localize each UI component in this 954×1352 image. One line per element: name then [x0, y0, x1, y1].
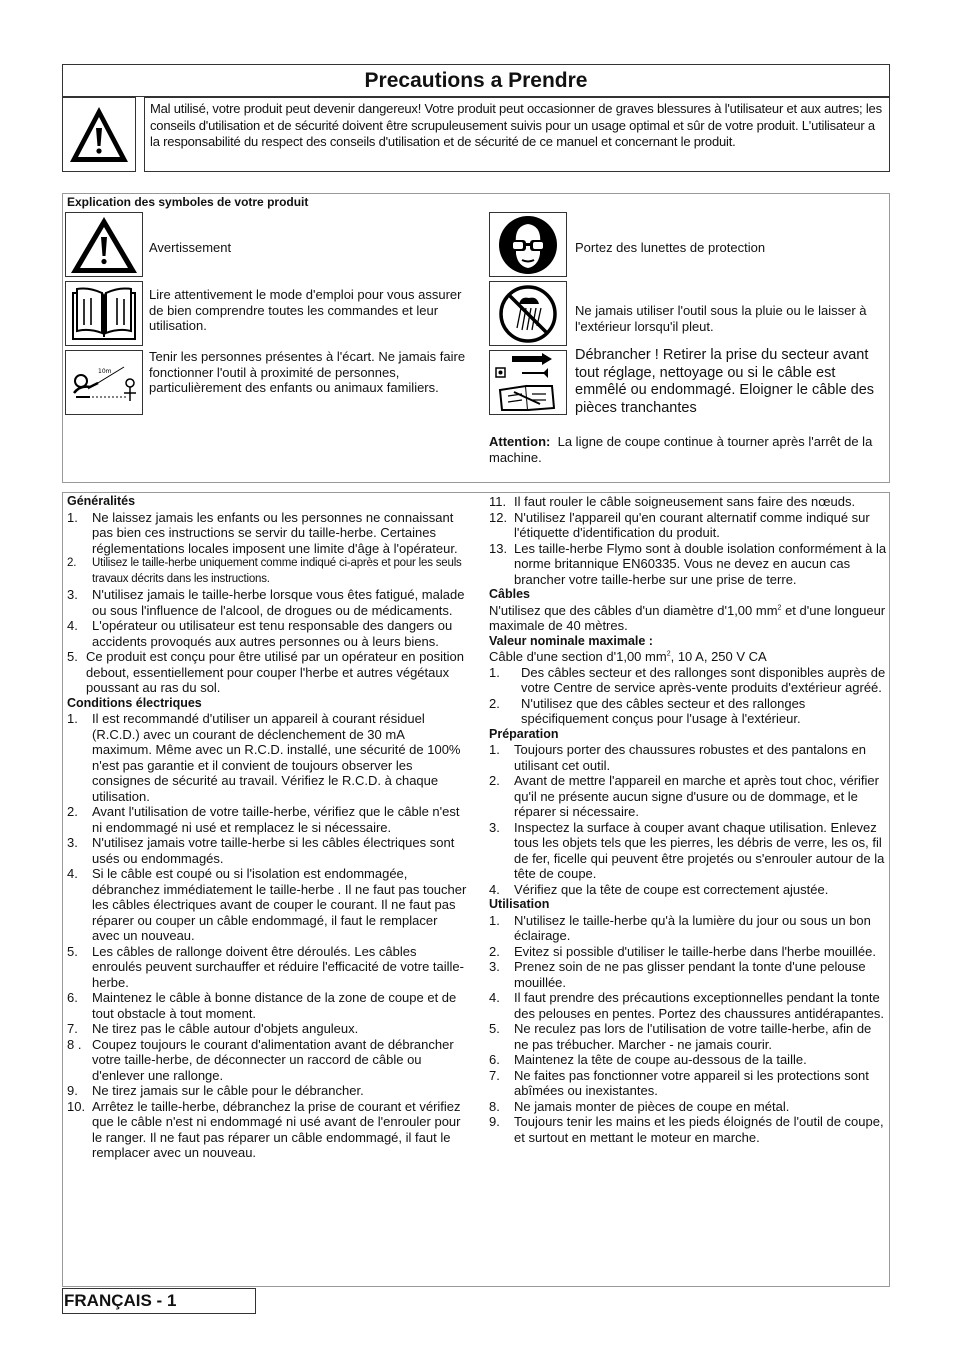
- list-item: 13. Les taille-herbe Flymo sont à double isolation conformément à la norme britannique EN60335. Vous ne devez en aucun cas brancher votre taille-herbe sur une prise de terre.: [489, 540, 887, 587]
- manual-book-icon: [69, 285, 139, 343]
- attention-note: [489, 434, 885, 466]
- valeur-text: Câble d'une section d'1,00 $mm^2$, 10 A, 250 V CA: [489, 649, 767, 664]
- distance-label: 10m: [98, 367, 112, 375]
- list-item: 5. Ne reculez pas lors de l'utilisation de votre taille-herbe, afin de ne pas trébucher. Marcher - ne jamais courir.: [489, 1021, 872, 1052]
- electriques-heading: Conditions électriques: [67, 695, 202, 710]
- list-item: 3. Inspectez la surface à couper avant chaque utilisation. Enlevez tous les objets tels que les pierres, les débris de verre, les os, fil de fer, ficelle qui peuvent être projetés ou s'enrouler autour de la tête de coupe.: [489, 819, 885, 881]
- symbol-manual-text: Lire attentivement le mode d'emploi pour vous assurer de bien comprendre toutes les commandes et leur utilisation.: [149, 287, 462, 333]
- list-item: 4. Si le câble est coupé ou si l'isolation est endommagée, débranchez immédiatement le taille-herbe . Il ne faut pas toucher les câbles électriques avant de couper le courant. Il ne faut pas réparer ou couper un câble endommagé, il faut le remplacer avec un nouveau.: [67, 866, 467, 943]
- list-item: 3. N'utilisez jamais votre taille-herbe si les câbles électriques sont usés ou endommagés.: [67, 835, 455, 866]
- attention-text: La ligne de coupe continue à tourner après l'arrêt de la machine.: [489, 434, 873, 465]
- preparation-heading: Préparation: [489, 726, 559, 741]
- list-item: 7. Ne faites pas fonctionner votre appareil si les protections sont abîmées ou inexistantes.: [489, 1067, 869, 1098]
- list-item: 2. N'utilisez que des câbles secteur et des rallonges spécifiquement conçus pour l'usage à l'extérieur.: [489, 695, 806, 726]
- cables-text: N'utilisez que des câbles d'un diamètre d'1,00 $mm^2$ et d'une longueur maximale de 40 mètres.: [489, 602, 886, 633]
- list-item: 9. Toujours tenir les mains et les pieds éloignés de l'outil de coupe, et surtout en mettant le moteur en marche.: [489, 1114, 884, 1145]
- unplug-icon: [492, 352, 564, 414]
- list-item: 1. Des câbles secteur et des rallonges sont disponibles auprès de votre Centre de service après-vente produits d'extérieur agréé.: [489, 664, 886, 695]
- page-title-box: [62, 64, 890, 97]
- list-item: 4. Vérifiez que la tête de coupe est correctement ajustée.: [489, 881, 829, 897]
- warning-triangle-icon: [67, 104, 131, 166]
- page-title: Precautions a Prendre: [364, 68, 588, 92]
- cables-heading: Câbles: [489, 587, 530, 601]
- symbol-no-rain-text: Ne jamais utiliser l'outil sous la pluie ou le laisser à l'extérieur lorsqu'il pleut.: [575, 303, 867, 334]
- warning-icon-box: [62, 97, 136, 172]
- symbols-heading: Explication des symboles de votre produit: [67, 195, 309, 209]
- page-footer: [62, 1288, 256, 1314]
- precautions-content: [62, 492, 890, 1287]
- list-item: 10. Arrêtez le taille-herbe, débranchez la prise de courant et vérifiez que le câble n'est ni endommagé ni usé avant de l'enrouler pour le ranger. Il ne faut pas réparer un câble endommagé, il faut le remplacer avec un nouveau.: [67, 1098, 461, 1160]
- list-item: 11. Il faut rouler le câble soigneusement sans faire des nœuds.: [489, 494, 856, 509]
- symbol-warning-text: Avertissement: [149, 240, 232, 255]
- list-item: 5. Ce produit est conçu pour être utilisé par un opérateur en position debout, essentiellement pour couper l'herbe et autres végétaux poussant au ras du sol.: [67, 649, 464, 695]
- list-item: 2. Evitez si possible d'utiliser le taille-herbe dans l'herbe mouillée.: [489, 943, 876, 959]
- symbol-bystanders-text: Tenir les personnes présentes à l'écart. Ne jamais faire fonctionner l'outil à proximité de personnes, particulièrement des enfants ou animaux familiers.: [149, 349, 466, 395]
- symbol-eye-protection-text: Portez des lunettes de protection: [575, 240, 766, 255]
- page-number-label: FRANÇAIS - 1: [64, 1291, 177, 1310]
- list-item: 6. Maintenez le câble à bonne distance de la zone de coupe et de tout obstacle à tout moment.: [67, 990, 457, 1021]
- left-column: [67, 494, 467, 1161]
- list-item: 1. N'utilisez le taille-herbe qu'à la lumière du jour ou sous un bon éclairage.: [489, 912, 871, 943]
- list-item: 1. Ne laissez jamais les enfants ou les personnes ne connaissant pas bien ces instructions se servir du taille-herbe. Certaines réglementations locales imposent une limite d'âge à l'opérateur.: [67, 509, 458, 556]
- list-item: 4. L'opérateur ou utilisateur est tenu responsable des dangers ou accidents provoqués aux autres personnes ou à leurs biens.: [67, 618, 453, 649]
- list-item: 1. Toujours porter des chaussures robustes et des pantalons en utilisant cet outil.: [489, 742, 866, 773]
- generalites-heading: Généralités: [67, 494, 136, 508]
- list-item: 12. N'utilisez l'appareil qu'en courant alternatif comme indiqué sur l'étiquette d'identification du produit.: [489, 509, 870, 540]
- list-item: 4. Il faut prendre des précautions exceptionnelles pendant la tonte des pelouses en pentes. Portez des chaussures antidérapantes.: [489, 990, 885, 1021]
- list-item: 1. Il est recommandé d'utiliser un appareil à courant résiduel (R.C.D.) avec un courant de déclenchement de 30 mA maximum. Même avec un R.C.D. installé, une sécurité de 100% n'est pas garantie et il convient de toujours observer les consignes de sécurité au travail. Vérifiez le R.C.D. à chaque utilisation.: [67, 711, 461, 804]
- list-item: 3. N'utilisez jamais le taille-herbe lorsque vous êtes fatigué, malade ou sous l'influence de l'alcool, de drogues ou de médicaments.: [67, 587, 465, 618]
- list-item: 5. Les câbles de rallonge doivent être déroulés. Les câbles enroulés peuvent surchauffer et réduire l'efficacité de votre taille-herbe.: [67, 943, 464, 990]
- list-item: 8. Ne jamais monter de pièces de coupe en métal.: [489, 1098, 790, 1114]
- list-item: 7. Ne tirez pas le câble autour d'objets anguleux.: [67, 1021, 359, 1036]
- right-column: [489, 494, 889, 1145]
- list-item: 3. Prenez soin de ne pas glisser pendant la tonte d'une pelouse mouillée.: [489, 959, 866, 990]
- list-item: 8 . Coupez toujours le courant d'alimentation avant de débrancher votre taille-herbe, de déconnecter un raccord de câble ou d'enlever une rallonge.: [67, 1036, 454, 1083]
- symbols-section: [62, 193, 890, 483]
- keep-bystanders-away-icon: [68, 353, 140, 413]
- symbol-unplug-text: Débrancher ! Retirer la prise du secteur avant tout réglage, nettoyage ou si le câble est emmêlé ou endommagé. Eloigner le câble des pièces tranchantes: [575, 347, 875, 416]
- list-item: 6. Maintenez la tête de coupe au-dessous de la taille.: [489, 1052, 807, 1067]
- list-item: 2. Avant de mettre l'appareil en marche et après tout choc, vérifier qu'il ne présente aucun signe d'usure ou de dommage, et le réparer si nécessaire.: [489, 773, 879, 819]
- list-item: 2. Utilisez le taille-herbe uniquement comme indiqué ci-après et pour les seuls travaux décrits dans les instructions.: [67, 557, 462, 585]
- list-item: 2. Avant l'utilisation de votre taille-herbe, vérifiez que le câble n'est ni endommagé ni usé et remplacez le si nécessaire.: [67, 804, 460, 835]
- symbol-unplug: [489, 350, 567, 415]
- utilisation-heading: Utilisation: [489, 897, 550, 911]
- attention-label: Attention:: [489, 434, 551, 449]
- warning-triangle-icon: [69, 215, 139, 275]
- list-item: 9. Ne tirez jamais sur le câble pour le débrancher.: [67, 1083, 364, 1098]
- symbol-no-rain: [489, 281, 567, 346]
- valeur-heading: Valeur nominale maximale :: [489, 633, 653, 648]
- intro-text: Mal utilisé, votre produit peut devenir dangereux! Votre produit peut occasionner de graves blessures à l'utilisateur et aux autres; les conseils d'utilisation et de sécurité doivent être scrupuleusement suivis pour un usage optimal et sûr de votre produit. L'utilisateur a la responsabilité du respect des conseils d'utilisation et de sécurité de ce manuel et concernant le produit.: [144, 97, 890, 172]
- symbol-warning: [65, 212, 143, 277]
- no-rain-icon: [497, 284, 559, 344]
- symbol-eye-protection: [489, 212, 567, 277]
- eye-protection-icon: [496, 214, 560, 276]
- symbol-manual: [65, 281, 143, 346]
- symbol-bystanders: [65, 350, 143, 415]
